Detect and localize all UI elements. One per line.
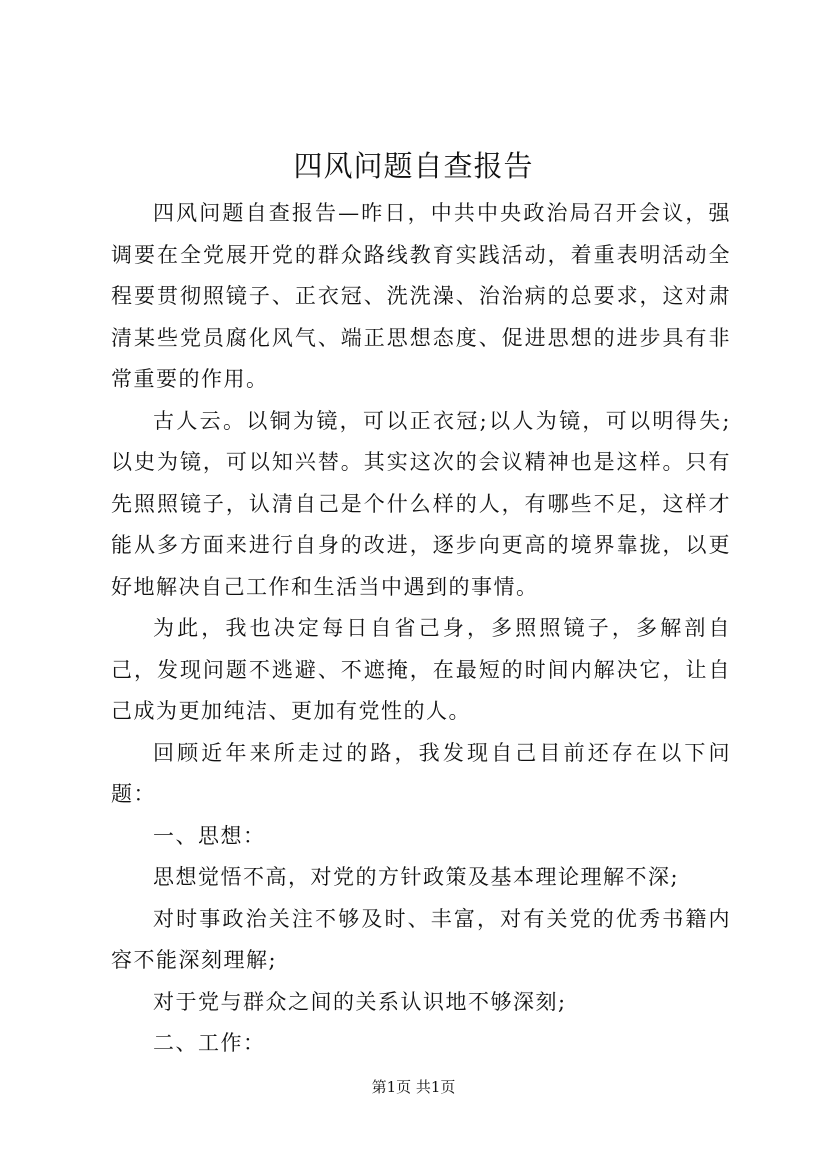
paragraph-review: 回顾近年来所走过的路，我发现自己目前还存在以下问题： bbox=[111, 740, 731, 806]
page-footer: 第1页 共1页 bbox=[371, 1078, 456, 1096]
document-body bbox=[111, 193, 731, 1065]
paragraph-thought-item-1: 思想觉悟不高，对党的方针政策及基本理论理解不深; bbox=[153, 865, 680, 889]
paragraph-thought-item-2: 对时事政治关注不够及时、丰富，对有关党的优秀书籍内容不能深刻理解; bbox=[111, 906, 731, 972]
section-heading-work: 二、工作： bbox=[153, 1031, 266, 1055]
paragraph-thought-item-3: 对于党与群众之间的关系认识地不够深刻; bbox=[153, 989, 567, 1014]
document-title: 四风问题自查报告 bbox=[293, 149, 534, 183]
paragraph-resolution: 为此，我也决定每日自省己身，多照照镜子，多解剖自己，发现问题不逃避、不遮掩，在最短的时间内解决它，让自己成为更加纯洁、更加有党性的人。 bbox=[111, 616, 731, 723]
paragraph-intro: 四风问题自查报告—昨日，中共中央政治局召开会议，强调要在全党展开党的群众路线教育实践活动，着重表明活动全程要贯彻照镜子、正衣冠、洗洗澡、治治病的总要求，这对肃清某些党员腐化风气、端正思想态度、促进思想的进步具有非常重要的作用。 bbox=[111, 201, 731, 391]
paragraph-ancient-saying: 古人云。以铜为镜，可以正衣冠;以人为镜，可以明得失;以史为镜，可以知兴替。其实这次的会议精神也是这样。只有先照照镜子，认清自己是个什么样的人，有哪些不足，这样才能从多方面来进行自身的改进，逐步向更高的境界靠拢，以更好地解决自己工作和生活当中遇到的事情。 bbox=[111, 408, 731, 599]
section-heading-thought: 一、思想： bbox=[153, 823, 266, 848]
